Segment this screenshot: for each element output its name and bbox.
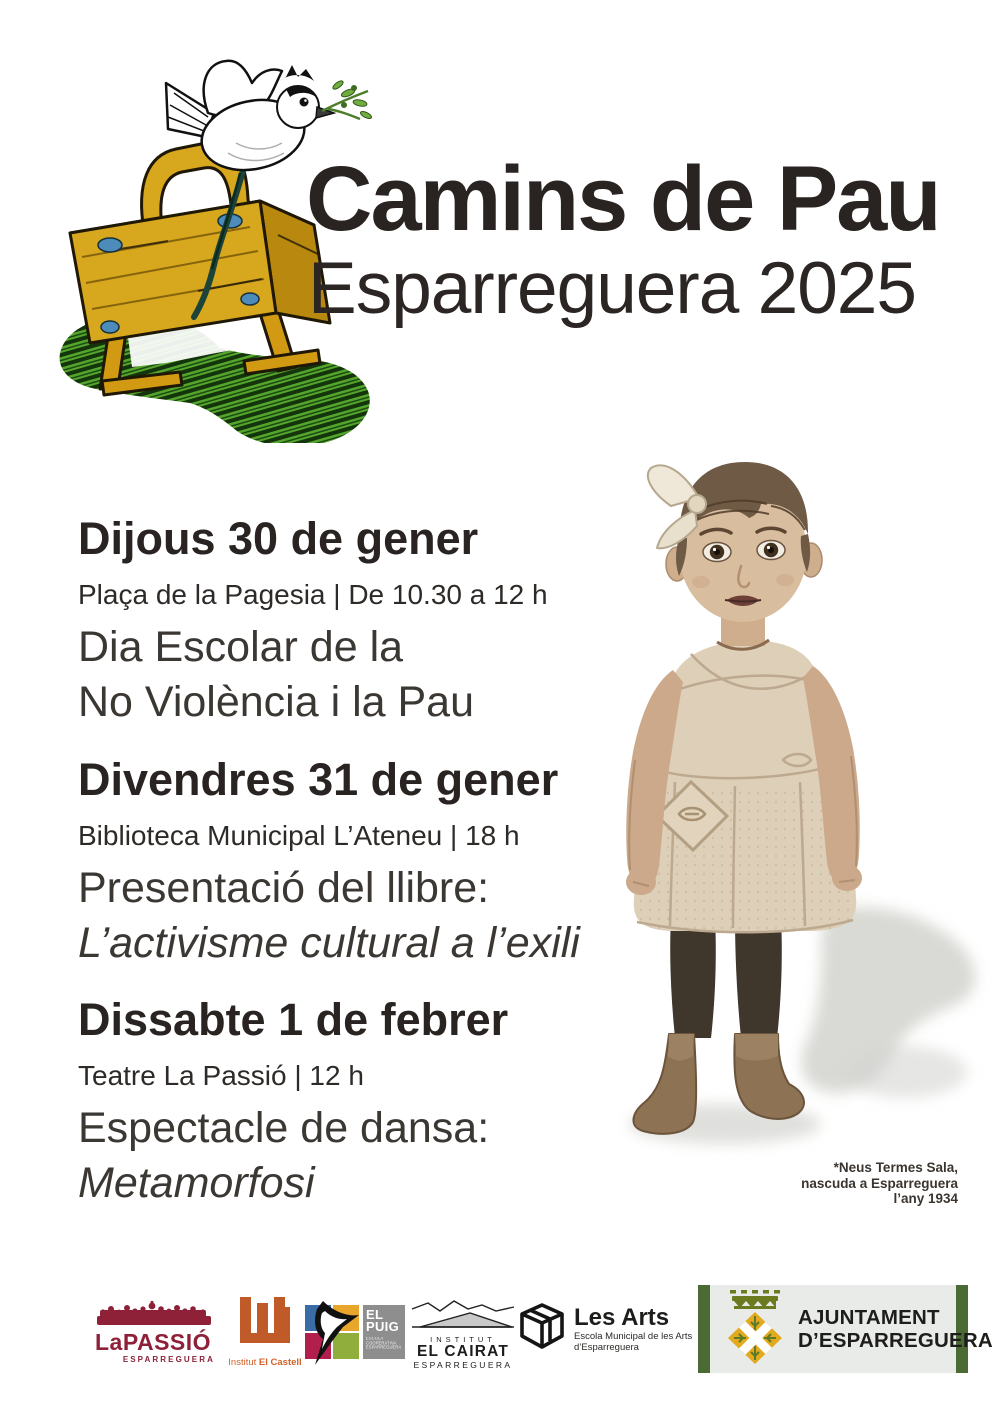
event-body-line: No Violència i la Pau <box>78 678 475 726</box>
event-block-2 <box>78 753 638 971</box>
la-passio-crowd-icon <box>95 1300 213 1328</box>
event-block-1 <box>78 512 638 730</box>
la-passio-sub: ESPARREGUERA <box>122 1355 215 1364</box>
el-castell-icon <box>240 1297 290 1349</box>
ajuntament-label: AJUNTAMENT D’ESPARREGUERA <box>798 1306 993 1352</box>
ajuntament-green-bar <box>698 1285 710 1373</box>
event-meta: Plaça de la Pagesia | De 10.30 a 12 h <box>78 579 548 610</box>
el-puig-label: EL PUIG ESCOLA COOPERATIVA ESPARREGUERA <box>366 1307 402 1350</box>
photo-caption-line: nascuda a Esparreguera <box>801 1175 958 1191</box>
el-cairat-mountain-icon <box>410 1299 516 1329</box>
girl-photo <box>575 430 995 1165</box>
logo-institut-el-cairat <box>408 1299 518 1370</box>
event-heading: Dissabte 1 de febrer <box>78 994 509 1045</box>
el-cairat-line3: ESPARREGUERA <box>413 1360 513 1370</box>
les-arts-cube-icon <box>520 1303 564 1349</box>
event-block-3 <box>78 993 638 1211</box>
event-body-line: L’activisme cultural a l’exili <box>78 919 580 967</box>
ajuntament-shield-icon <box>724 1290 786 1368</box>
logo-ajuntament-esparreguera <box>698 1285 993 1373</box>
event-body-line: Dia Escolar de la <box>78 623 404 671</box>
event-meta: Teatre La Passió | 12 h <box>78 1060 364 1091</box>
la-passio-name: LaPASSIÓ <box>95 1329 212 1355</box>
event-heading: Dijous 30 de gener <box>78 513 479 564</box>
logo-institut-el-castell <box>220 1297 310 1368</box>
les-arts-sub1: Escola Municipal de les Arts <box>574 1331 693 1342</box>
event-body-line: Metamorfosi <box>78 1159 315 1207</box>
event-body-line: Presentació del llibre: <box>78 864 490 912</box>
poster-title: Camins de Pau <box>306 148 940 250</box>
les-arts-sub2: d’Esparreguera <box>574 1342 639 1353</box>
photo-caption-line: *Neus Termes Sala, <box>833 1160 958 1175</box>
event-heading: Divendres 31 de gener <box>78 754 559 805</box>
photo-caption-line: l’any 1934 <box>893 1191 958 1206</box>
poster-subtitle: Esparreguera 2025 <box>308 248 916 329</box>
event-meta: Biblioteca Municipal L’Ateneu | 18 h <box>78 820 520 851</box>
event-body-line: Espectacle de dansa: <box>78 1104 490 1152</box>
el-cairat-line2: EL CAIRAT <box>416 1343 510 1360</box>
les-arts-name: Les Arts <box>574 1304 670 1331</box>
el-cairat-line1: INSTITUT <box>430 1335 496 1344</box>
photo-caption <box>698 1160 958 1207</box>
logo-les-arts <box>520 1303 692 1353</box>
logo-la-passio <box>95 1300 215 1364</box>
logo-el-puig <box>305 1301 405 1365</box>
el-castell-label: Institut El Castell <box>228 1357 302 1368</box>
